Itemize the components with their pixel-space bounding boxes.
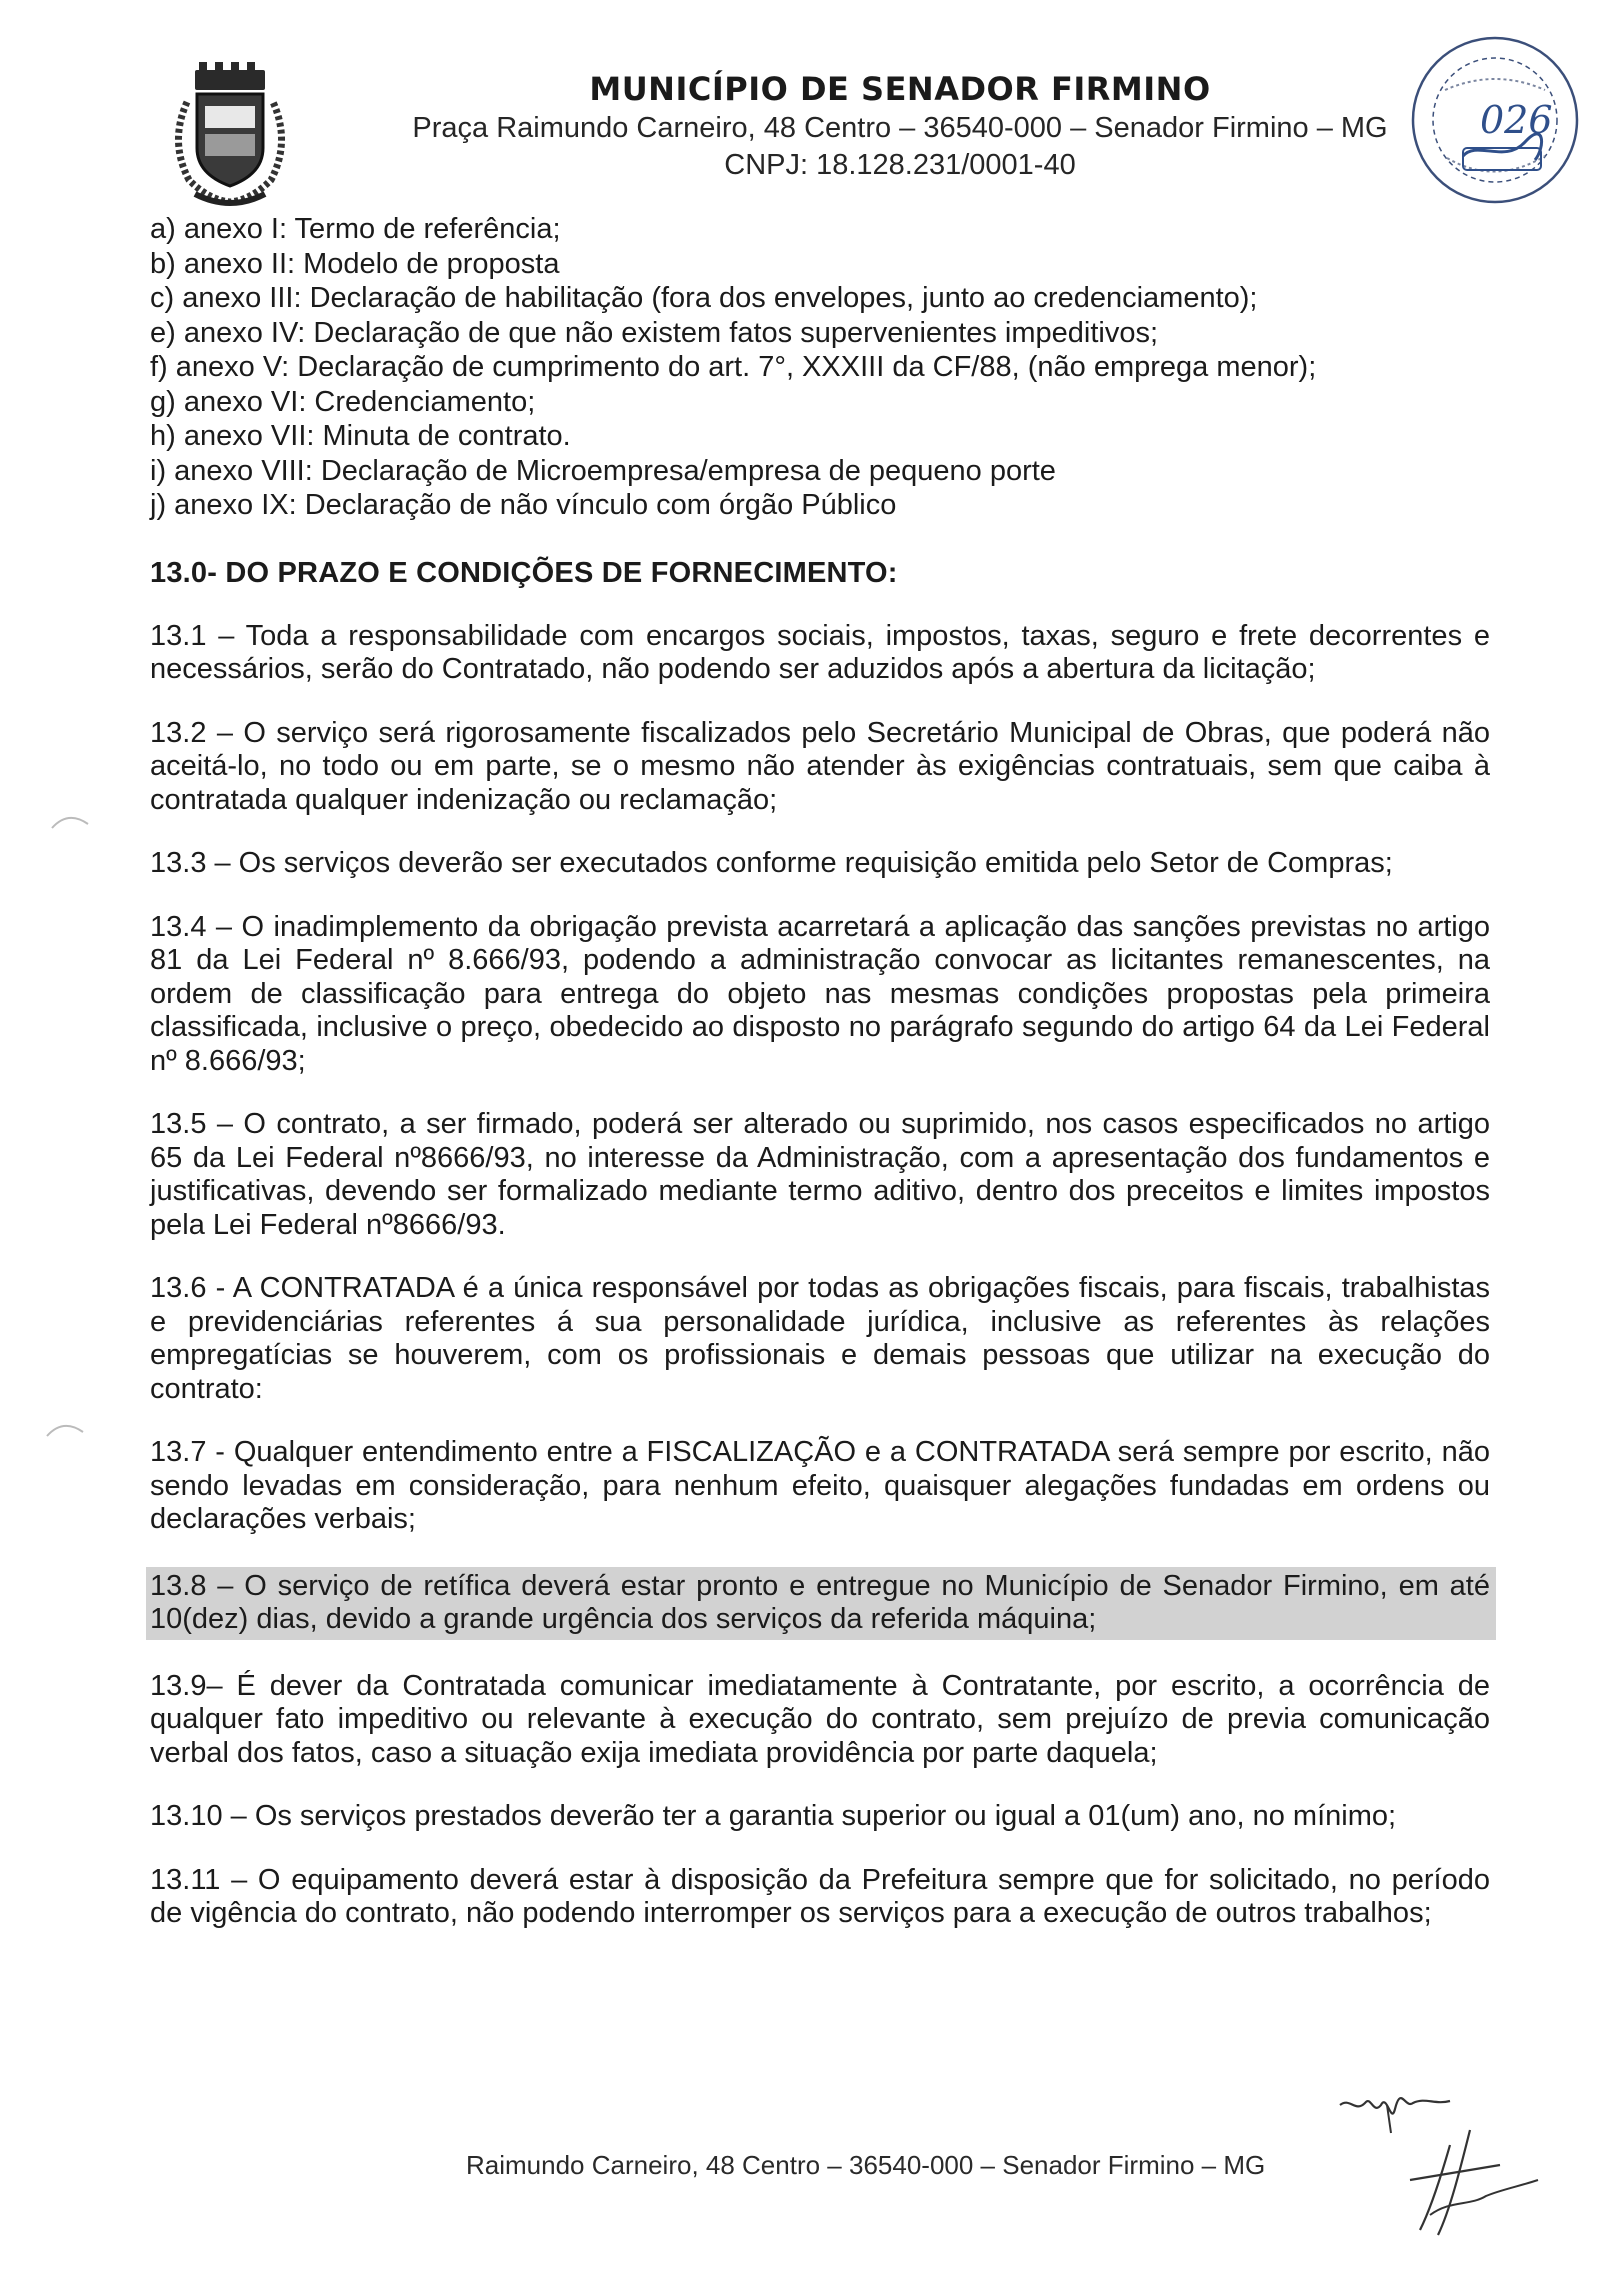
annex-list [150,212,1490,523]
clause-13-11: 13.11 – O equipamento deverá estar à disposição da Prefeitura sempre que for solicitado, no período de vigência do contrato, não podendo interromper os serviços para a execução de outros trabalhos; [150,1863,1490,1929]
section-heading: 13.0- DO PRAZO E CONDIÇÕES DE FORNECIMENTO: [150,556,898,589]
document-body [150,212,1490,1961]
clause-13-9: 13.9– É dever da Contratada comunicar imediatamente à Contratante, por escrito, a ocorrência de qualquer fato impeditivo ou relevante à execução do contrato, sem prejuízo de previa comunicação verbal dos fatos, caso a situação exija imediata providência por parte daquela; [150,1669,1490,1769]
list-item: a) anexo I: Termo de referência; [150,213,561,245]
list-item: h) anexo VII: Minuta de contrato. [150,420,571,452]
coat-of-arms-icon [165,62,295,212]
clause-13-7: 13.7 - Qualquer entendimento entre a FISCALIZAÇÃO e a CONTRATADA será sempre por escrito, não sendo levadas em consideração, para nenhum efeito, quaisquer alegações fundadas em ordens ou declarações verbais; [150,1436,1490,1535]
clause-13-5: 13.5 – O contrato, a ser firmado, poderá ser alterado ou suprimido, nos casos especificados no artigo 65 da Lei Federal nº8666/93, no interesse da Administração, com a apresentação dos fundamentos e justificativas, devendo ser formalizado mediante termo aditivo, dentro dos preceitos e limites impostos pela Lei Federal nº8666/93. [150,1108,1490,1241]
scan-mark [45,1418,85,1438]
list-item: g) anexo VI: Credenciamento; [150,385,536,418]
letterhead [395,70,1405,182]
clause-13-8-highlighted: 13.8 – O serviço de retífica deverá estar pronto e entregue no Município de Senador Firmino, em até 10(dez) dias, devido a grande urgência dos serviços da referida máquina; [146,1567,1496,1640]
clause-13-4: 13.4 – O inadimplemento da obrigação prevista acarretará a aplicação das sanções previstas no artigo 81 da Lei Federal nº 8.666/93, podendo a administração convocar as licitantes remanescentes, na ordem de classificação para entrega do objeto nas mesmas condições propostas pela primeira classificada, inclusive o preço, obedecido ao disposto no parágrafo segundo do artigo 64 da Lei Federal nº 8.666/93; [150,910,1490,1077]
header-cnpj: CNPJ: 18.128.231/0001-40 [724,149,1076,181]
list-item: e) anexo IV: Declaração de que não existem fatos supervenientes impeditivos; [150,316,1159,349]
municipality-title: MUNICÍPIO DE SENADOR FIRMINO [589,70,1211,108]
clause-13-3: 13.3 – Os serviços deverão ser executados conforme requisição emitida pelo Setor de Compras; [150,847,1393,879]
list-item: i) anexo VIII: Declaração de Microempresa/empresa de pequeno porte [150,454,1056,487]
header-address: Praça Raimundo Carneiro, 48 Centro – 36540-000 – Senador Firmino – MG [412,112,1388,144]
scan-mark [50,810,90,830]
list-item: f) anexo V: Declaração de cumprimento do art. 7°, XXXIII da CF/88, (não emprega menor); [150,351,1317,383]
initials-signature-icon [1390,2120,1540,2240]
official-stamp-icon [1385,28,1585,213]
list-item: b) anexo II: Modelo de proposta [150,247,560,280]
stamp-page-number: 026 [1480,98,1553,142]
footer-address: Raimundo Carneiro, 48 Centro – 36540-000 – Senador Firmino – MG [466,2150,1266,2180]
list-item: c) anexo III: Declaração de habilitação (fora dos envelopes, junto ao credenciamento); [150,282,1258,314]
list-item: j) anexo IX: Declaração de não vínculo com órgão Público [150,489,897,521]
clause-13-10: 13.10 – Os serviços prestados deverão ter a garantia superior ou igual a 01(um) ano, no mínimo; [150,1800,1397,1832]
clause-13-1: 13.1 – Toda a responsabilidade com encargos sociais, impostos, taxas, seguro e frete decorrentes e necessários, serão do Contratado, não podendo ser aduzidos após a abertura da licitação; [150,619,1490,685]
clause-13-2: 13.2 – O serviço será rigorosamente fiscalizados pelo Secretário Municipal de Obras, que poderá não aceitá-lo, no todo ou em parte, se o mesmo não atender às exigências contratuais, sem que caiba à contratada qualquer indenização ou reclamação; [150,716,1490,816]
clause-13-6: 13.6 - A CONTRATADA é a única responsável por todas as obrigações fiscais, para fiscais, trabalhistas e previdenciárias referentes á sua personalidade jurídica, inclusive as referentes às relações empregatícias se houverem, com os profissionais e demais pessoas que utilizar na execução do contrato: [150,1272,1490,1405]
